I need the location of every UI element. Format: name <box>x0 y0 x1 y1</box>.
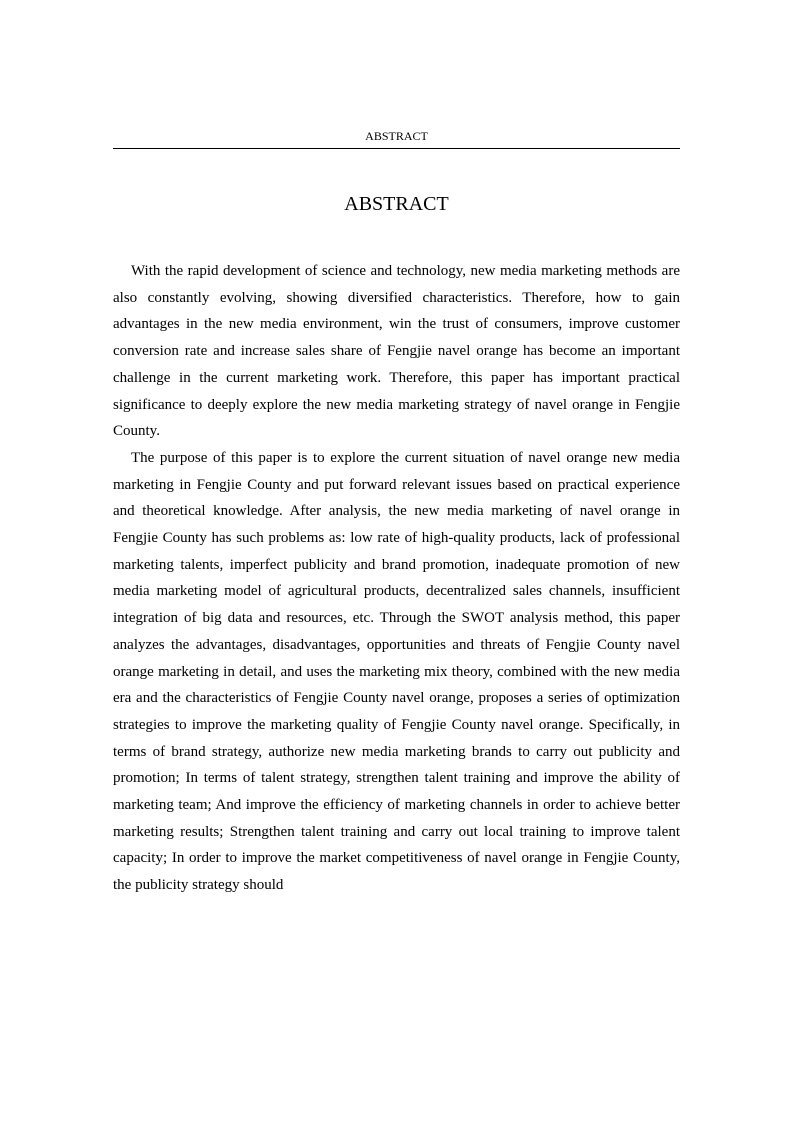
abstract-paragraph: The purpose of this paper is to explore the current situation of navel orange new media marketing in Fengjie County and put forward relevant issues based on practical experience and theoretical knowledge. After analysis, the new media marketing of navel orange in Fengjie County has such problems as: low rate of high-quality products, lack of professional marketing talents, imperfect publicity and brand promotion, inadequate promotion of new media marketing model of agricultural products, decentralized sales channels, insufficient integration of big data and resources, etc. Through the SWOT analysis method, this paper analyzes the advantages, disadvantages, opportunities and threats of Fengjie County navel orange marketing in detail, and uses the marketing mix theory, combined with the new media era and the characteristics of Fengjie County navel orange, proposes a series of optimization strategies to improve the marketing quality of Fengjie County navel orange. Specifically, in terms of brand strategy, authorize new media marketing brands to carry out publicity and promotion; In terms of talent strategy, strengthen talent training and improve the ability of marketing team; And improve the efficiency of marketing channels in order to achieve better marketing results; Strengthen talent training and carry out local training to improve talent capacity; In order to improve the market competitiveness of navel orange in Fengjie County, the publicity strategy should <box>113 449 680 894</box>
header-rule <box>113 148 680 149</box>
abstract-title: ABSTRACT <box>344 193 449 215</box>
abstract-paragraph: With the rapid development of science and technology, new media marketing methods are also constantly evolving, showing diversified characteristics. Therefore, how to gain advantages in the new media environment, win the trust of consumers, improve customer conversion rate and increase sales share of Fengjie navel orange has become an important challenge in the current marketing work. Therefore, this paper has important practical significance to deeply explore the new media marketing strategy of navel orange in Fengjie County. <box>113 263 680 440</box>
abstract-body <box>113 258 680 899</box>
running-header: ABSTRACT <box>365 129 428 143</box>
